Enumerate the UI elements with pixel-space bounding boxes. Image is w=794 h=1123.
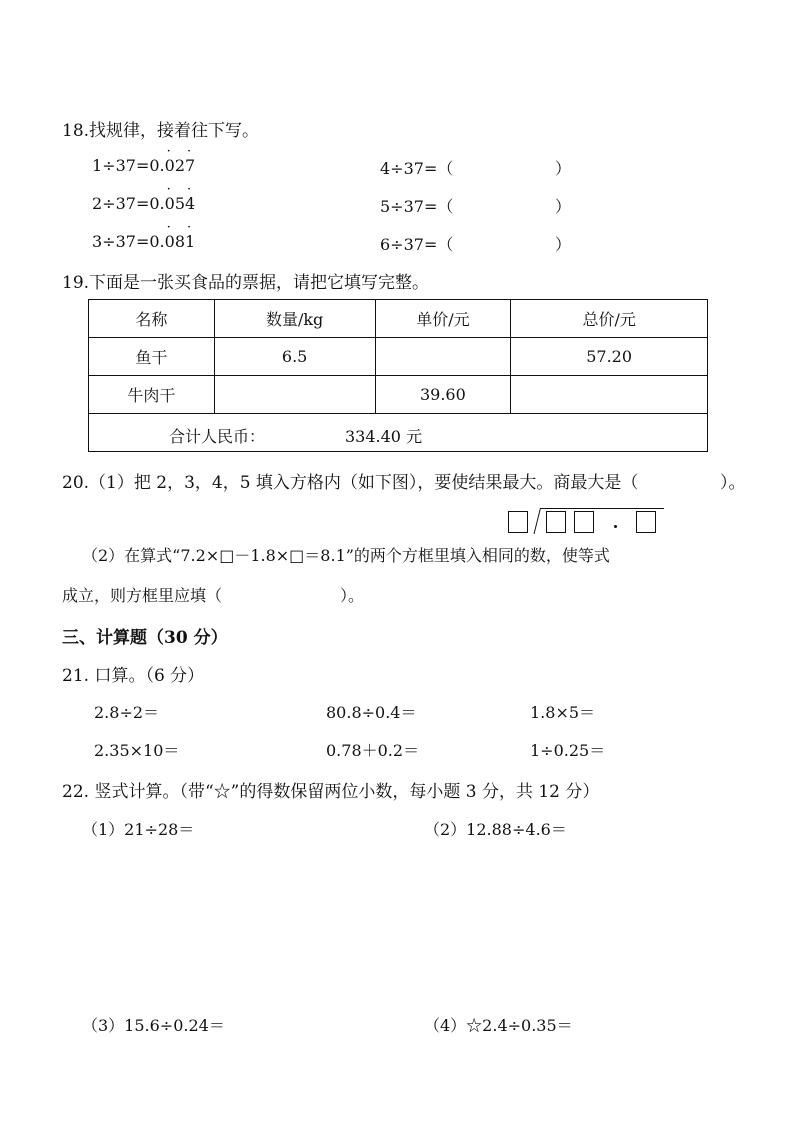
q20-part1-answer-blank[interactable]: ）。 (720, 473, 746, 493)
cell-total-price: 57.20 (511, 338, 708, 376)
vertical-calc-item: （1）21÷28＝ (82, 820, 195, 839)
q20-part2-answer-blank[interactable]: ）。 (340, 586, 365, 605)
cell-unit-price: 39.60 (375, 376, 511, 414)
repeating-digit: · 0 (164, 220, 175, 251)
receipt-table (88, 299, 708, 452)
table-row (89, 376, 708, 414)
oral-calc-item: 2.8÷2＝ (94, 703, 160, 722)
q20-part1: 20.（1）把 2，3，4，5 填入方格内（如下图），要使结果最大。商最大是（ (62, 473, 639, 493)
q19-title: 19.下面是一张买食品的票据，请把它填写完整。 (62, 273, 430, 293)
vertical-calc-item: （3）15.6÷0.24＝ (82, 1016, 225, 1035)
repeating-digit: · 4 (185, 182, 196, 213)
cell-quantity: 6.5 (214, 338, 375, 376)
oral-calc-item: 0.78＋0.2＝ (326, 741, 420, 760)
cell-total-price-blank[interactable] (511, 376, 708, 414)
q18-right-2: 5÷37=（ (380, 197, 454, 216)
division-bar (540, 508, 664, 509)
dividend-box-3[interactable] (636, 511, 656, 533)
header-total-price: 总价/元 (511, 300, 708, 338)
q18-answer-blank-2[interactable]: ） (555, 197, 572, 216)
header-quantity: 数量/kg (214, 300, 375, 338)
q18-left-3: 3÷37=0. · 08 · 1 (92, 220, 196, 251)
q20-part2-line2: 成立，则方框里应填（ (62, 586, 223, 605)
oral-calc-item: 80.8÷0.4＝ (326, 703, 417, 722)
q20-part2-line1: （2）在算式“7.2×□－1.8×□＝8.1”的两个方框里填入相同的数，使等式 (82, 546, 610, 565)
repeating-digit: · 0 (164, 144, 175, 175)
q21-title: 21. 口算。（6 分） (62, 666, 205, 686)
total-cell (89, 414, 708, 452)
q18-right-1: 4÷37=（ (380, 159, 454, 178)
repeating-digit: · 7 (185, 144, 196, 175)
total-label: 合计人民币： (169, 427, 266, 446)
q22-title: 22. 竖式计算。（带“☆”的得数保留两位小数，每小题 3 分，共 12 分） (62, 782, 600, 802)
repeating-digit: · 1 (185, 220, 196, 251)
decimal-point (614, 525, 617, 528)
division-bracket (534, 508, 541, 534)
repeating-digit: · 0 (164, 182, 175, 213)
q18-right-3: 6÷37=（ (380, 235, 454, 254)
cell-unit-price-blank[interactable] (375, 338, 511, 376)
table-row (89, 338, 708, 376)
cell-name: 鱼干 (89, 338, 215, 376)
oral-calc-item: 2.35×10＝ (94, 741, 180, 760)
header-unit-price: 单价/元 (375, 300, 511, 338)
cell-name: 牛肉干 (89, 376, 215, 414)
section-3-title: 三、计算题（30 分） (62, 628, 228, 648)
cell-quantity-blank[interactable] (214, 376, 375, 414)
oral-calc-item: 1÷0.25＝ (530, 741, 606, 760)
dividend-box-1[interactable] (546, 511, 566, 533)
q18-title: 18.找规律，接着往下写。 (62, 121, 260, 141)
dividend-box-2[interactable] (574, 511, 594, 533)
q18-left-2: 2÷37=0. · 05 · 4 (92, 182, 196, 213)
q18-answer-blank-1[interactable]: ） (555, 159, 572, 178)
q18-left-1: 1÷37=0. · 02 · 7 (92, 144, 196, 175)
q18-answer-blank-3[interactable]: ） (555, 235, 572, 254)
oral-calc-item: 1.8×5＝ (530, 703, 596, 722)
divisor-box-1[interactable] (508, 511, 528, 533)
total-value: 334.40 元 (345, 427, 423, 446)
table-header-row (89, 300, 708, 338)
vertical-calc-item: （2）12.88÷4.6＝ (424, 820, 567, 839)
division-box-diagram (506, 505, 666, 535)
header-name: 名称 (89, 300, 215, 338)
table-total-row (89, 414, 708, 452)
vertical-calc-item: （4）☆2.4÷0.35＝ (424, 1016, 573, 1035)
